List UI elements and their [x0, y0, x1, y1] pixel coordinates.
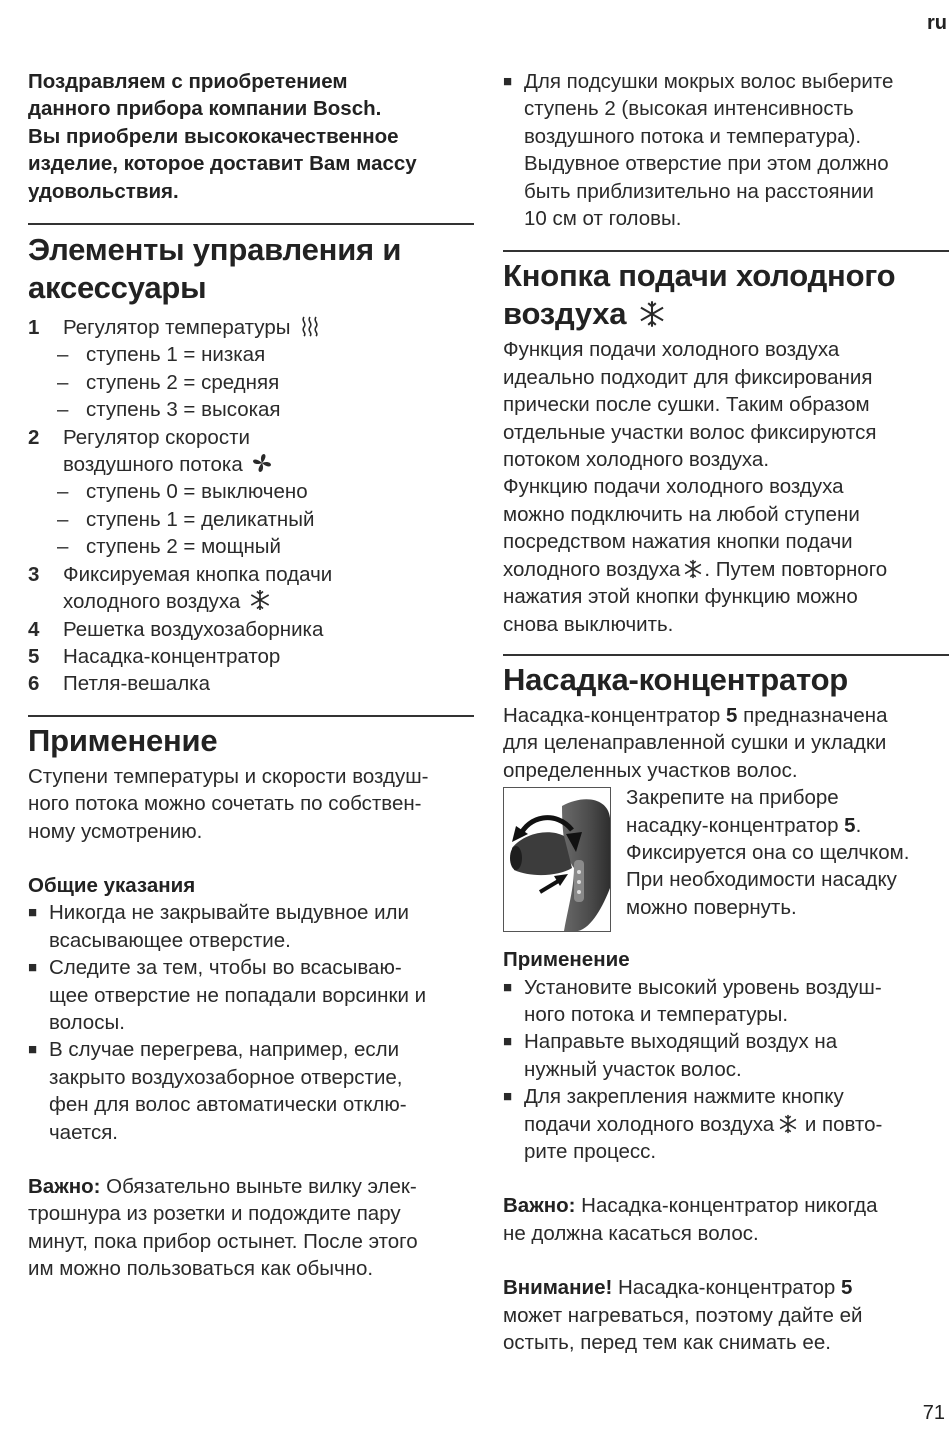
nozzle-figure: [503, 787, 611, 932]
list-item: 3 Фиксируемая кнопка подачи холодного воздуха: [28, 562, 333, 614]
nozzle-attach-text: Закрепите на приборе насадку-концентратор 5. Фиксируется она со щелчком. При необходимости насадку можно повернуть.: [626, 786, 910, 919]
controls-list: [28, 314, 474, 698]
section-divider: [503, 654, 949, 656]
section-divider: [28, 223, 474, 225]
list-item: – ступень 1 = низкая: [57, 343, 266, 367]
list-item: 5 Насадка-концентратор: [28, 644, 281, 668]
list-item: ■ Следите за тем, чтобы во всасываю- щее отверстие не попадали ворсинки и волосы.: [28, 956, 427, 1034]
list-item: ■ Установите высокий уровень воздуш- ного потока и температуры.: [503, 975, 882, 1026]
list-item: ■ Для подсушки мокрых волос выберите ступень 2 (высокая интенсивность воздушного потока и температура). Выдувное отверстие при этом должно быть приблизительно на расстоянии 10 см от головы.: [503, 70, 894, 231]
snowflake-icon: [683, 559, 703, 579]
hairdryer-illustration: [504, 788, 610, 931]
list-item: – ступень 2 = мощный: [57, 535, 281, 559]
list-item: – ступень 1 = деликатный: [57, 507, 315, 531]
section-divider: [28, 715, 474, 717]
nozzle-usage-list: [503, 974, 949, 1166]
page-number: 71: [922, 1402, 945, 1424]
intro-paragraph: Поздравляем с приобретением данного прибора компании Bosch. Вы приобрели высококачественное изделие, которое доставит Вам массу удовольствия.: [28, 70, 417, 203]
list-item: ■ Для закрепления нажмите кнопку подачи холодного воздуха и повто- рите процесс.: [503, 1085, 883, 1163]
list-item: 6 Петля-вешалка: [28, 672, 210, 696]
fan-icon: [251, 452, 273, 474]
nozzle-important-note: Важно: Насадка-концентратор никогда не должна касаться волос.: [503, 1194, 878, 1245]
list-item: ■ В случае перегрева, например, если закрыто воздухозаборное отверстие, фен для волос автоматически отклю- чается.: [28, 1038, 407, 1144]
snowflake-icon: [778, 1114, 798, 1134]
list-item: ■ Никогда не закрывайте выдувное или всасывающее отверстие.: [28, 901, 409, 952]
list-item: – ступень 3 = высокая: [57, 398, 281, 422]
nozzle-heading: Насадка-концентратор: [503, 661, 849, 697]
list-item: – ступень 0 = выключено: [57, 480, 308, 504]
list-item: 2 Регулятор скорости воздушного потока – ступень 0 = выключено – ступень 1 = деликатный – ступень 2 = мощный: [28, 424, 474, 561]
left-column: [28, 68, 474, 1283]
cold-air-heading: Кнопка подачи холодного воздуха: [503, 258, 896, 332]
nozzle-usage-heading: Применение: [503, 948, 630, 972]
nozzle-warning-note: Внимание! Насадка-концентратор 5 может нагреваться, поэтому дайте ей остыть, перед тем как снимать ее.: [503, 1276, 863, 1354]
nozzle-intro: Насадка-концентратор 5 предназначена для целенаправленной сушки и укладки определенных участков волос.: [503, 703, 888, 782]
controls-heading: Элементы управления и аксессуары: [28, 232, 402, 306]
usage-heading: Применение: [28, 722, 218, 758]
language-code: ru: [927, 12, 947, 34]
usage-text: Ступени температуры и скорости воздуш- ного потока можно сочетать по собствен- ному усмотрению.: [28, 764, 429, 843]
drying-note: [503, 68, 949, 232]
snowflake-icon: [249, 589, 271, 611]
snowflake-icon: [638, 300, 666, 328]
important-note: Важно: Обязательно выньте вилку элек- трошнура из розетки и подождите пару минут, пока прибор остынет. После этого им можно пользоваться как обычно.: [28, 1175, 418, 1281]
general-notes-heading: Общие указания: [28, 873, 196, 897]
list-item: ■ Направьте выходящий воздух на нужный участок волос.: [503, 1030, 838, 1081]
list-item: 4 Решетка воздухозаборника: [28, 617, 324, 641]
heat-waves-icon: [299, 315, 321, 337]
right-column: [503, 68, 949, 1356]
section-divider: [503, 250, 949, 252]
general-notes-list: [28, 899, 474, 1146]
cold-air-text: Функция подачи холодного воздуха идеально подходит для фиксирования прически после сушки. Таким образом отдельные участки волос фиксируются потоком холодного воздуха. Функцию подачи холодного воздуха можно подключить на любой ступени посредством нажатия кнопки подачи холодного воздуха . Путем повторного нажатия этой кнопки функцию можно снова выключить.: [503, 338, 888, 636]
nozzle-figure-block: [503, 784, 949, 932]
list-item: – ступень 2 = средняя: [57, 370, 280, 394]
list-item: 1 Регулятор температуры – ступень 1 = низкая – ступень 2 = средняя – ступень 3 = высокая: [28, 314, 474, 424]
